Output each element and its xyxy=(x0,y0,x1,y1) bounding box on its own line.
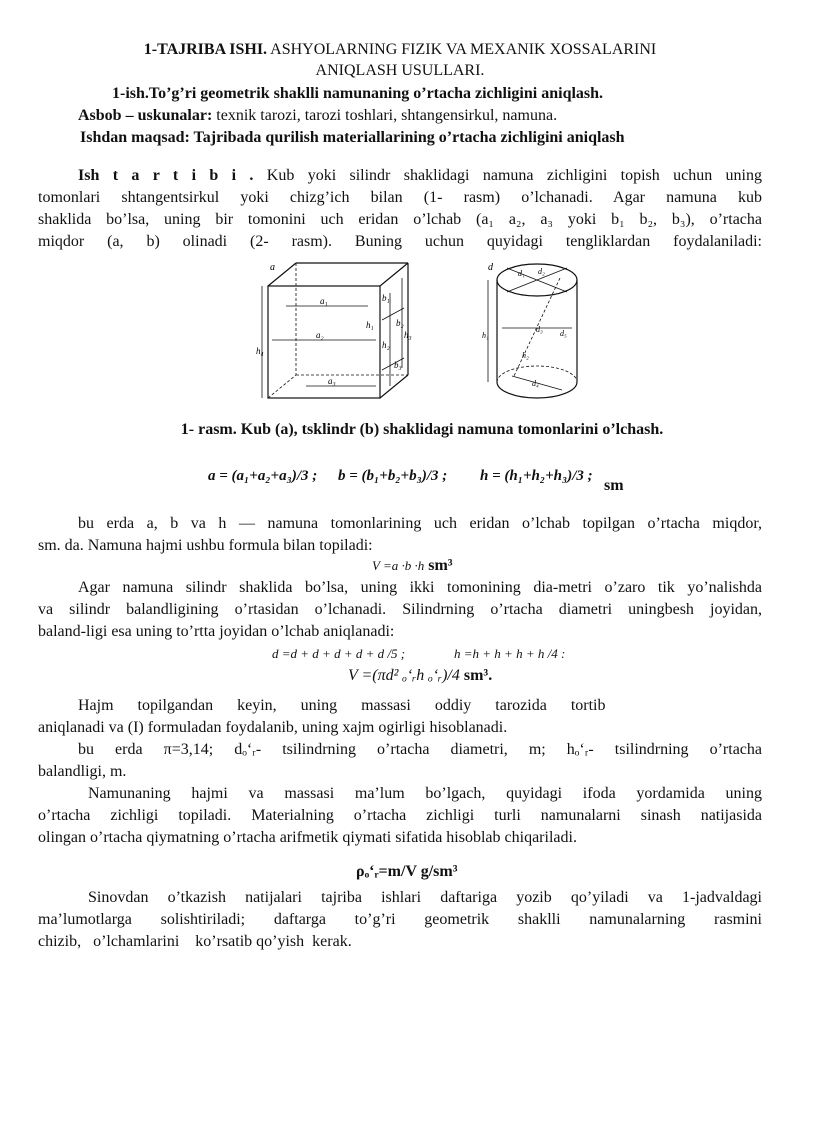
p6-line-1: Sinovdan o’tkazish natijalari tajriba ishlari daftariga yozib qo’yiladi va 1-jadvaldagi xyxy=(88,889,762,906)
procedure-text-1: Kub yoki silindr shaklidagi namuna zichligini topish uchun uning xyxy=(253,167,763,184)
p2-line-3: baland-ligi esa uning to’rtta joyidan o’lchab aniqlanadi: xyxy=(38,623,395,640)
density-formula: ρₒ‘ᵣ=m/V g/sm³ xyxy=(356,863,458,880)
cyl-label-d2: d₂ xyxy=(538,267,545,276)
goal-line: Ishdan maqsad: Tajribada qurilish materiallarining o’rtacha zichligini aniqlash xyxy=(80,129,625,146)
title-line-1 xyxy=(0,40,800,60)
cylinder-volume-line xyxy=(348,666,492,686)
cube-label-a: a xyxy=(270,262,275,273)
formula-unit: sm xyxy=(604,477,624,494)
volume-unit: sm³ xyxy=(428,557,453,574)
p4-line-2: balandligi, m. xyxy=(38,763,127,780)
title-line-2: ANIQLASH USULLARI. xyxy=(315,62,485,79)
cube-label-h3: h₃ xyxy=(404,330,412,340)
p2-line-1: Agar namuna silindr shaklida bo’lsa, uning ikki tomonining dia-metri o’zaro tik yo’nalishda xyxy=(78,579,762,596)
cube-label-b2: b₂ xyxy=(396,318,404,328)
p6-line-2: ma’lumotlarga solishtiriladi; daftarga to’g’ri geometrik shaklli namunalarning rasmini xyxy=(38,911,762,928)
lab-number: 1-TAJRIBA ISHI. xyxy=(143,41,268,58)
procedure-line-2: tomonlari shtangentsirkul yoki chizg’ich bilan (1- rasm) o’lchanadi. Agar namuna kub xyxy=(38,189,762,206)
cube-label-h2: h₂ xyxy=(382,340,390,350)
cyl-label-d1: d₁ xyxy=(518,269,525,278)
cylinder-volume-formula: V =(πd² ₒ‘ᵣh ₒ‘ᵣ)/4 xyxy=(348,667,460,684)
figure-caption: 1- rasm. Kub (a), tsklindr (b) shaklidagi namuna tomonlarini o’lchash. xyxy=(180,421,664,438)
cyl-label-d4: d₄ xyxy=(532,379,539,388)
cyl-label-d: d xyxy=(488,262,493,273)
p1-line-1: bu erda a, b va h — namuna tomonlarining uch eridan o’lchab topilgan o’rtacha miqdor, xyxy=(78,515,762,532)
work-title: 1-ish.To’g’ri geometrik shaklli namunaning o’rtacha zichligini aniqlash. xyxy=(112,85,604,102)
p5-line-2: o’rtacha zichligi topiladi. Materialning o’rtacha zichligi turli namunalarni sinash natijasida xyxy=(38,807,762,824)
p3-line-2: aniqlanadi va (I) formuladan foydalanib, uning xajm ogirligi hisoblanadi. xyxy=(38,719,508,736)
cube-label-b3: b₃ xyxy=(394,360,402,370)
cube-figure xyxy=(258,258,438,408)
cylinder-volume-unit: sm³. xyxy=(463,667,493,684)
cube-label-a1: a₁ xyxy=(320,296,328,306)
cube-label-a3: a₃ xyxy=(328,376,336,386)
volume-formula: V =a ·b ·h xyxy=(372,558,425,573)
p4-line-1: bu erda π=3,14; dₒ‘ᵣ- tsilindrning o’rtacha diametri, m; hₒ‘ᵣ- tsilindrning o’rtacha xyxy=(78,741,762,758)
cylinder-figure xyxy=(482,258,592,408)
cube-label-h4: h₄ xyxy=(256,346,264,356)
diameter-formula: d =d + d + d + d + d /5 ; xyxy=(272,646,406,661)
formula-h: h = (h₁+h₂+h₃)/3 ; xyxy=(480,468,593,484)
p5-line-3: olingan o’rtacha qiymatning o’rtacha arifmetik qiymati sifatida hisoblab chiqariladi. xyxy=(38,829,577,846)
tools-line xyxy=(78,106,557,126)
formula-a: a = (a₁+a₂+a₃)/3 ; xyxy=(208,468,318,484)
cube-label-h1: h₁ xyxy=(366,320,374,330)
p5-line-1: Namunaning hajmi va massasi ma’lum bo’lgach, quyidagi ifoda yordamida uning xyxy=(88,785,762,802)
procedure-line-1 xyxy=(78,166,762,186)
cube-label-a2: a₂ xyxy=(316,330,324,340)
volume-formula-line xyxy=(372,556,453,576)
cyl-label-h1: h₁ xyxy=(482,331,489,340)
lab-topic-1: ASHYOLARNING FIZIK VA MEXANIK XOSSALARINI xyxy=(267,41,657,58)
tools-label: Asbob – uskunalar: xyxy=(78,107,213,124)
cyl-label-d3: d₃ xyxy=(536,325,543,334)
tools-list: texnik tarozi, tarozi toshlari, shtangensirkul, namuna. xyxy=(212,107,558,124)
cube-label-b1: b₁ xyxy=(382,293,390,303)
procedure-lead: Ish t a r t i b i . xyxy=(78,167,254,184)
cyl-label-h2: h₂ xyxy=(522,351,529,360)
formula-b: b = (b₁+b₂+b₃)/3 ; xyxy=(338,468,448,484)
p3-line-1: Hajm topilgandan keyin, uning massasi oddiy tarozida tortib xyxy=(78,697,606,714)
procedure-line-3: shaklida bo’lsa, uning bir tomonini uch eridan o’lchab (a₁ a₂, a₃ yoki b₁ b₂, b₃), o’rtacha xyxy=(38,211,762,228)
p2-line-2: va silindr balandligining o’rtasidan o’lchanadi. Silindrning o’rtacha diametri uningbesh joyidan, xyxy=(38,601,762,618)
cyl-label-d5: d₅ xyxy=(560,329,567,338)
procedure-line-4: miqdor (a, b) olinadi (2- rasm). Buning uchun quyidagi tengliklardan foydalaniladi: xyxy=(38,233,762,250)
height-formula: h =h + h + h + h /4 : xyxy=(454,646,566,661)
p6-line-3: chizib, o’lchamlarini ko’rsatib qo’yish kerak. xyxy=(38,933,352,950)
p1-line-2: sm. da. Namuna hajmi ushbu formula bilan topiladi: xyxy=(38,537,373,554)
